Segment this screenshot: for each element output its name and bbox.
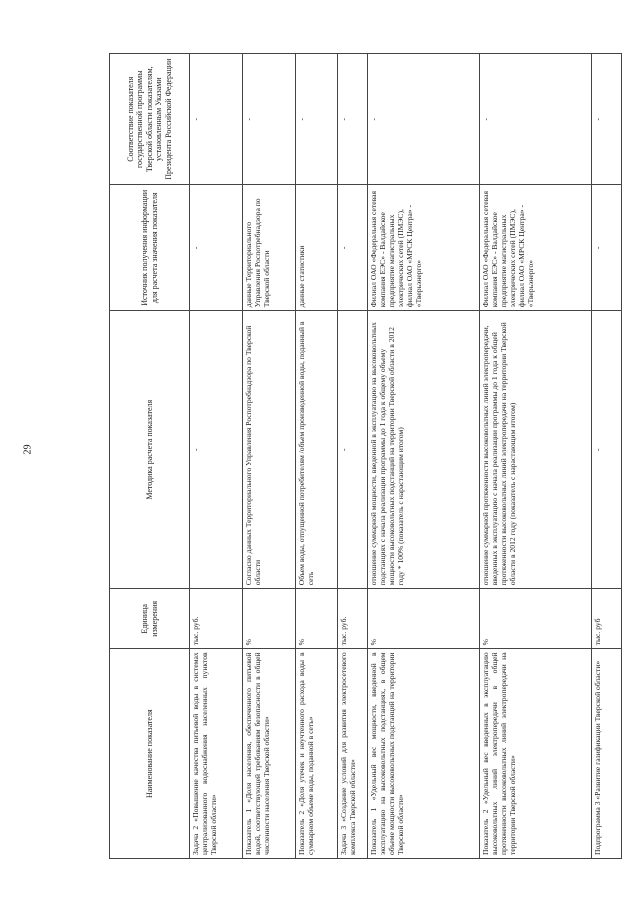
- rotated-table-container: [109, 53, 602, 859]
- cell-unit: тыс. руб: [592, 589, 622, 649]
- cell-compliance: -: [592, 54, 622, 185]
- table-row: [480, 54, 592, 859]
- cell-source: Филиал ОАО «Федеральная сетевая компания ЕЭС» - Валдайское предприятие магистральных электрических сетей (ПМЭС), филиал ОАО «МРСК Центра» - «Тверьэнерго»: [368, 185, 480, 311]
- header-source: Источник получения информации для расчета значения показателя: [110, 185, 190, 311]
- table-row: [592, 54, 622, 859]
- cell-compliance: -: [296, 54, 338, 185]
- cell-name: Задача 3 «Создание условий для развития электросетевого комплекса Тверской области»: [338, 649, 368, 859]
- cell-compliance: -: [190, 54, 243, 185]
- table-header-row: [110, 54, 190, 859]
- cell-method: Согласно данных Территориального Управления Роспотребнадзора по Тверской области: [243, 311, 296, 589]
- header-compliance: Соответствие показателя государственной программы Тверской области показателям, установленным Указами Президента Российской Федерации: [110, 54, 190, 185]
- cell-name: Задача 2 «Повышение качества питьевой воды в системах централизованного водоснабжения населенных пунктов Тверской области»: [190, 649, 243, 859]
- cell-method: отношение суммарной протяженности высоковольтных линий электропередачи, введенных в эксплуатацию с начала реализации программы до 1 года к общей протяженности высоковольтных линий электропередачи на территории Тверской области в 2012 году (показатель с нарастающим итогом): [480, 311, 592, 589]
- indicators-table: [109, 53, 622, 859]
- cell-unit: тыс. руб.: [338, 589, 368, 649]
- cell-source: -: [190, 185, 243, 311]
- table-row: [338, 54, 368, 859]
- cell-name: Показатель 2 «Удельный вес введенных в эксплуатацию высоковольтных линий электропередачи в общей протяженности высоковольтных линий электропередачи на территории Тверской области»: [480, 649, 592, 859]
- cell-unit: %: [243, 589, 296, 649]
- cell-name: Показатель 1 «Удельный вес мощности, введенной в эксплуатацию на высоковольтных подстанциях, в общем объеме мощности высоковольтных подстанций на территории Тверской области»: [368, 649, 480, 859]
- header-method: Методика расчета показателя: [110, 311, 190, 589]
- cell-unit: %: [296, 589, 338, 649]
- page-number: 29: [22, 444, 34, 455]
- cell-source: -: [592, 185, 622, 311]
- header-indicator-name: Наименование показателя: [110, 649, 190, 859]
- cell-unit: %: [480, 589, 592, 649]
- cell-method: -: [592, 311, 622, 589]
- cell-method: -: [190, 311, 243, 589]
- cell-unit: %: [368, 589, 480, 649]
- cell-method: -: [338, 311, 368, 589]
- cell-compliance: -: [480, 54, 592, 185]
- table-row: [368, 54, 480, 859]
- cell-source: данные статистики: [296, 185, 338, 311]
- cell-source: данные Территориального Управления Роспотребнадзора по Тверской области: [243, 185, 296, 311]
- cell-unit: тыс. руб.: [190, 589, 243, 649]
- cell-source: Филиал ОАО «Федеральная сетевая компания ЕЭС» - Валдайское предприятие магистральных электрических сетей (ПМЭС), филиал ОАО «МРСК Центра» - «Тверьэнерго»: [480, 185, 592, 311]
- cell-name: Показатель 1 «Доля населения, обеспеченного питьевой водой, соответствующей требованиям безопасности в общей численности населения Тверской области»: [243, 649, 296, 859]
- cell-method: отношение суммарной мощности, введенной в эксплуатацию на высоковольтных подстанциях с начала реализации программы до 1 года к общему объему мощности высоковольтных подстанций на территории Тверской области в 2012 году * 100% (показатель с нарастающим итогом): [368, 311, 480, 589]
- cell-name: Показатель 2 «Доля утечек и неучтенного расхода воды в суммарном объеме воды, поданной в сеть»: [296, 649, 338, 859]
- cell-compliance: -: [368, 54, 480, 185]
- cell-compliance: -: [243, 54, 296, 185]
- cell-compliance: -: [338, 54, 368, 185]
- table-row: [190, 54, 243, 859]
- cell-name: Подпрограмма 3 «Развитие газификации Тверской области»: [592, 649, 622, 859]
- table-row: [296, 54, 338, 859]
- table-row: [243, 54, 296, 859]
- cell-source: -: [338, 185, 368, 311]
- cell-method: Объем воды, отпущенной потребителям /объем произведенной воды, поданный в сеть: [296, 311, 338, 589]
- header-unit: Единица измерения: [110, 589, 190, 649]
